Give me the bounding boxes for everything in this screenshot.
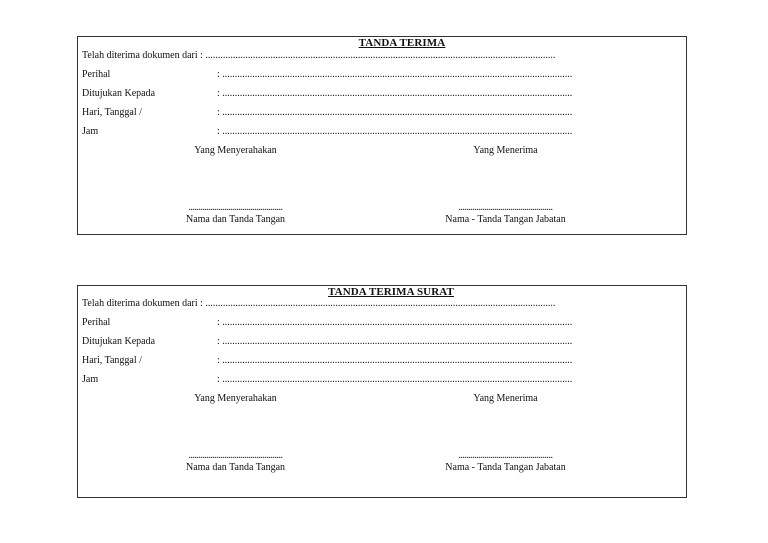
sender-caption: Nama dan Tanda Tangan: [185, 214, 286, 225]
addressed-to-field: : ............................................................................................................................................: [217, 336, 573, 347]
subject-row: [82, 68, 682, 82]
time-row: [82, 125, 682, 139]
received-from-row: [82, 297, 682, 311]
sender-caption: Nama dan Tanda Tangan: [185, 462, 286, 473]
time-label: Jam: [82, 126, 99, 137]
sender-heading: Yang Menyerahakan: [194, 145, 277, 156]
addressed-to-label: Ditujukan Kepada: [82, 88, 156, 99]
day-date-row: [82, 354, 682, 368]
time-field: : ............................................................................................................................................: [217, 374, 573, 385]
received-from-field: Telah diterima dokumen dari : ............................................................................................................................................: [82, 50, 556, 61]
sender-signature-line: ...............................................: [188, 450, 283, 461]
subject-field: : ............................................................................................................................................: [217, 317, 573, 328]
received-from-field: Telah diterima dokumen dari : ............................................................................................................................................: [82, 298, 556, 309]
receiver-signature-line: ...............................................: [458, 450, 553, 461]
addressed-to-row: [82, 335, 682, 349]
receipt-title: TANDA TERIMA: [358, 37, 446, 49]
time-row: [82, 373, 682, 387]
subject-label: Perihal: [82, 317, 111, 328]
time-field: : ............................................................................................................................................: [217, 126, 573, 137]
receiver-caption: Nama - Tanda Tangan Jabatan: [445, 214, 566, 225]
addressed-to-row: [82, 87, 682, 101]
sender-signature-line: ...............................................: [188, 202, 283, 213]
day-date-row: [82, 106, 682, 120]
day-date-field: : ............................................................................................................................................: [217, 355, 573, 366]
receipt-title: TANDA TERIMA SURAT: [328, 286, 454, 298]
receiver-heading: Yang Menerima: [473, 145, 538, 156]
time-label: Jam: [82, 374, 99, 385]
receiver-signature-line: ...............................................: [458, 202, 553, 213]
received-from-row: [82, 49, 682, 63]
addressed-to-label: Ditujukan Kepada: [82, 336, 156, 347]
addressed-to-field: : ............................................................................................................................................: [217, 88, 573, 99]
day-date-label: Hari, Tanggal /: [82, 107, 142, 118]
subject-field: : ............................................................................................................................................: [217, 69, 573, 80]
receipt-form: [77, 285, 687, 498]
sender-heading: Yang Menyerahakan: [194, 393, 277, 404]
day-date-label: Hari, Tanggal /: [82, 355, 142, 366]
subject-label: Perihal: [82, 69, 111, 80]
receipt-form: [77, 36, 687, 235]
day-date-field: : ............................................................................................................................................: [217, 107, 573, 118]
receiver-heading: Yang Menerima: [473, 393, 538, 404]
receiver-caption: Nama - Tanda Tangan Jabatan: [445, 462, 566, 473]
subject-row: [82, 316, 682, 330]
